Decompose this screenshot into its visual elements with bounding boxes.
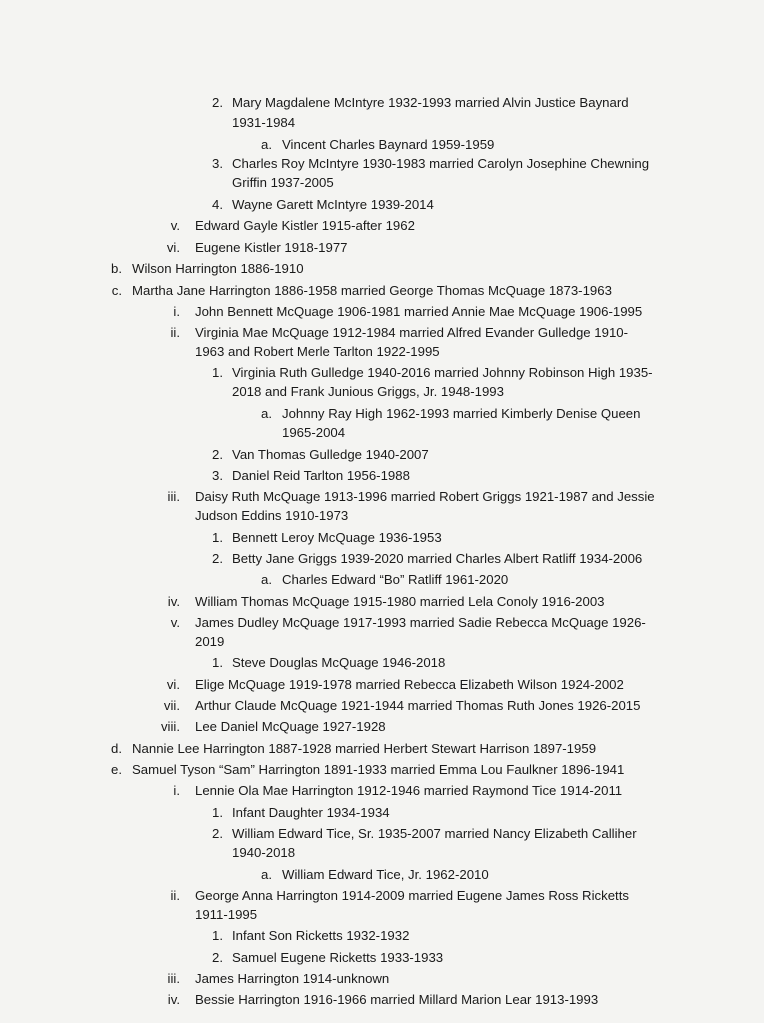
list-item-text: Charles Roy McIntyre 1930-1983 married Carolyn Josephine Chewning — [232, 156, 650, 171]
list-marker: vii. — [163, 698, 180, 713]
list-marker: 1. — [212, 365, 223, 380]
list-marker: 1. — [212, 928, 223, 943]
list-marker: vi. — [166, 240, 180, 255]
list-item-text: James Harrington 1914-unknown — [195, 971, 390, 986]
list-marker: e. — [111, 762, 122, 777]
list-item-text: 1963 and Robert Merle Tarlton 1922-1995 — [195, 344, 440, 359]
list-item-text: Bennett Leroy McQuage 1936-1953 — [232, 530, 442, 545]
list-item-text: Steve Douglas McQuage 1946-2018 — [232, 655, 446, 670]
list-item-text: Eugene Kistler 1918-1977 — [195, 240, 348, 255]
list-item-text: Nannie Lee Harrington 1887-1928 married Herbert Stewart Harrison 1897-1959 — [132, 741, 597, 756]
list-marker: 3. — [212, 156, 223, 171]
list-marker: iv. — [167, 594, 180, 609]
list-marker: viii. — [160, 719, 180, 734]
list-item-text: Van Thomas Gulledge 1940-2007 — [232, 447, 429, 462]
list-marker: iii. — [167, 489, 180, 504]
list-marker: 2. — [212, 95, 223, 110]
list-marker: 2. — [212, 551, 223, 566]
list-marker: i. — [173, 304, 180, 319]
list-item-text: Mary Magdalene McIntyre 1932-1993 married Alvin Justice Baynard — [232, 95, 629, 110]
list-item-text: 1940-2018 — [232, 845, 296, 860]
list-item-text: James Dudley McQuage 1917-1993 married Sadie Rebecca McQuage 1926- — [195, 615, 646, 630]
list-item-text: Johnny Ray High 1962-1993 married Kimberly Denise Queen — [282, 406, 641, 421]
list-item-text: Samuel Tyson “Sam” Harrington 1891-1933 married Emma Lou Faulkner 1896-1941 — [132, 762, 625, 777]
list-item-text: Martha Jane Harrington 1886-1958 married George Thomas McQuage 1873-1963 — [132, 283, 612, 298]
list-item-text: 1965-2004 — [282, 425, 346, 440]
list-marker: vi. — [166, 677, 180, 692]
list-marker: v. — [170, 218, 180, 233]
list-marker: 4. — [212, 197, 223, 212]
list-marker: d. — [111, 741, 122, 756]
list-item-text: 1931-1984 — [232, 115, 296, 130]
list-item-text: Lee Daniel McQuage 1927-1928 — [195, 719, 386, 734]
list-item-text: Infant Daughter 1934-1934 — [232, 805, 390, 820]
list-item-text: William Edward Tice, Sr. 1935-2007 married Nancy Elizabeth Calliher — [232, 826, 637, 841]
list-item-text: Wilson Harrington 1886-1910 — [132, 261, 304, 276]
list-item-text: Lennie Ola Mae Harrington 1912-1946 married Raymond Tice 1914-2011 — [195, 783, 623, 798]
list-item-text: Bessie Harrington 1916-1966 married Millard Marion Lear 1913-1993 — [195, 992, 599, 1007]
list-marker: 1. — [212, 530, 223, 545]
list-marker: ii. — [170, 325, 180, 340]
list-marker: iii. — [167, 971, 180, 986]
list-item-text: Vincent Charles Baynard 1959-1959 — [282, 137, 495, 152]
list-item-text: Judson Eddins 1910-1973 — [195, 508, 349, 523]
list-marker: 2. — [212, 950, 223, 965]
list-marker: 1. — [212, 805, 223, 820]
list-marker: i. — [173, 783, 180, 798]
list-item-text: Charles Edward “Bo” Ratliff 1961-2020 — [282, 572, 509, 587]
list-item-text: Elige McQuage 1919-1978 married Rebecca Elizabeth Wilson 1924-2002 — [195, 677, 624, 692]
list-marker: b. — [111, 261, 122, 276]
list-item-text: 2018 and Frank Junious Griggs, Jr. 1948-1993 — [232, 384, 504, 399]
list-item-text: Infant Son Ricketts 1932-1932 — [232, 928, 410, 943]
list-item-text: William Thomas McQuage 1915-1980 married Lela Conoly 1916-2003 — [195, 594, 605, 609]
list-marker: a. — [261, 572, 272, 587]
list-marker: 2. — [212, 447, 223, 462]
list-item-text: 2019 — [195, 634, 225, 649]
list-item-text: Virginia Ruth Gulledge 1940-2016 married Johnny Robinson High 1935- — [232, 365, 653, 380]
list-marker: v. — [170, 615, 180, 630]
list-marker: 2. — [212, 826, 223, 841]
list-marker: a. — [261, 867, 272, 882]
list-item-text: Daisy Ruth McQuage 1913-1996 married Robert Griggs 1921-1987 and Jessie — [195, 489, 655, 504]
list-item-text: Griffin 1937-2005 — [232, 175, 334, 190]
list-marker: a. — [261, 137, 272, 152]
list-item-text: Betty Jane Griggs 1939-2020 married Charles Albert Ratliff 1934-2006 — [232, 551, 643, 566]
list-item-text: George Anna Harrington 1914-2009 married Eugene James Ross Ricketts — [195, 888, 629, 903]
list-item-text: John Bennett McQuage 1906-1981 married Annie Mae McQuage 1906-1995 — [195, 304, 643, 319]
list-marker: c. — [111, 283, 122, 298]
list-marker: ii. — [170, 888, 180, 903]
list-marker: 1. — [212, 655, 223, 670]
list-item-text: Edward Gayle Kistler 1915-after 1962 — [195, 218, 415, 233]
list-item-text: Daniel Reid Tarlton 1956-1988 — [232, 468, 410, 483]
list-item-text: Wayne Garett McIntyre 1939-2014 — [232, 197, 434, 212]
list-marker: iv. — [167, 992, 180, 1007]
list-item-text: Virginia Mae McQuage 1912-1984 married Alfred Evander Gulledge 1910- — [195, 325, 629, 340]
list-item-text: Samuel Eugene Ricketts 1933-1933 — [232, 950, 444, 965]
list-marker: a. — [261, 406, 272, 421]
list-item-text: 1911-1995 — [195, 907, 258, 922]
list-marker: 3. — [212, 468, 223, 483]
list-item-text: Arthur Claude McQuage 1921-1944 married Thomas Ruth Jones 1926-2015 — [195, 698, 641, 713]
list-item-text: William Edward Tice, Jr. 1962-2010 — [282, 867, 489, 882]
